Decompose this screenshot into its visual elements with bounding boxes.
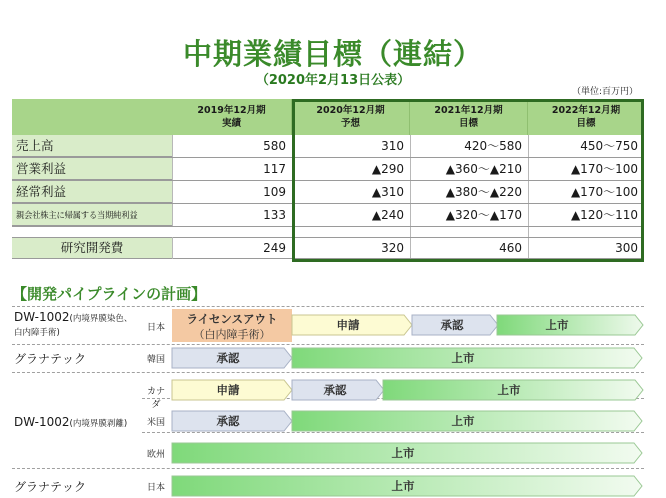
drug-note: (内境界膜剥離) [69, 419, 128, 429]
group-divider [12, 344, 644, 345]
approval-label: 承認 [216, 351, 240, 365]
table-cell: 117 [263, 162, 286, 176]
launch-label: 上市 [391, 479, 415, 493]
launch-label: 上市 [497, 383, 521, 397]
drug-name-granatec-b: グラナテック [14, 480, 87, 494]
column-header-2019 [172, 99, 292, 135]
country-label: 日本 [146, 483, 165, 493]
group-divider [12, 372, 644, 373]
drug-name-dw1002-b [14, 415, 127, 429]
country-divider [142, 432, 644, 433]
column-header-line1: 2020年12月期 [316, 105, 385, 116]
country-label: 日本 [146, 323, 165, 333]
approval-label: 承認 [440, 318, 464, 332]
approval-label: 承認 [323, 383, 347, 397]
country-label: カナダ [146, 387, 165, 410]
country-label: 欧州 [146, 450, 165, 460]
country-label: 韓国 [146, 355, 165, 365]
group-divider [12, 468, 644, 469]
launch-label: 上市 [545, 318, 569, 332]
table-cell: 300 [615, 241, 638, 255]
table-cell: 249 [263, 241, 286, 255]
filing-label: 申請 [336, 318, 360, 332]
table-cell: ▲170～100 [570, 185, 638, 199]
table-cell: 320 [381, 241, 404, 255]
table-cell: ▲290 [371, 162, 404, 176]
table-cell: 420～580 [464, 139, 522, 153]
table-cell: 109 [263, 185, 286, 199]
column-header-line1: 2022年12月期 [551, 105, 621, 116]
row-label-ordinary-income: 経常利益 [12, 181, 172, 203]
table-cell: ▲360～▲210 [445, 162, 522, 176]
group-divider [12, 306, 644, 307]
table-cell: 580 [263, 139, 286, 153]
license-out-label: ライセンスアウト [186, 312, 278, 326]
drug-name-dw1002-a [14, 311, 132, 339]
pipeline-title: 【開発パイプラインの計画】 [12, 285, 207, 303]
forecast-frame [292, 99, 644, 262]
table-cell: ▲380～▲220 [445, 185, 522, 199]
table-cell: ▲240 [371, 208, 404, 222]
drug-name: DW-1002 [14, 310, 70, 324]
launch-label: 上市 [391, 446, 415, 460]
column-header-line2: 目標 [576, 118, 596, 129]
page-title: 中期業績目標（連結） [182, 37, 483, 71]
table-cell: 450～750 [580, 139, 638, 153]
unit-note: （単位:百万円） [571, 87, 638, 97]
country-label: 米国 [146, 418, 165, 428]
drug-name-granatec-a: グラナテック [14, 352, 87, 366]
column-header-line1: 2021年12月期 [434, 105, 503, 116]
drug-note-2: 白内障手術) [14, 328, 60, 338]
column-header-line2: 目標 [458, 118, 478, 129]
launch-label: 上市 [451, 351, 475, 365]
table-cell: 310 [381, 139, 404, 153]
license-out-sublabel: （白内障手術） [193, 328, 271, 341]
page-subtitle: （2020年2月13日公表） [255, 73, 411, 88]
table-cell: ▲320～▲170 [445, 208, 522, 222]
table-cell: ▲120～110 [570, 208, 638, 222]
launch-label: 上市 [451, 414, 475, 428]
filing-label: 申請 [216, 383, 240, 397]
approval-label: 承認 [216, 414, 240, 428]
table-cell: ▲170～100 [570, 162, 638, 176]
table-cell: ▲310 [371, 185, 404, 199]
drug-note: (内境界膜染色、 [69, 314, 133, 324]
column-header-line2: 実績 [221, 118, 241, 129]
drug-name: DW-1002 [14, 415, 70, 429]
row-label-sales: 売上高 [12, 135, 172, 157]
table-cell: 460 [499, 241, 522, 255]
table-cell: 133 [263, 208, 286, 222]
column-header-line1: 2019年12月期 [197, 105, 266, 116]
column-header-line2: 予想 [340, 118, 360, 129]
row-label-operating-income: 営業利益 [12, 158, 172, 180]
row-label-net-income: 親会社株主に帰属する当期純利益 [12, 204, 172, 226]
rd-row-label: 研究開発費 [60, 240, 124, 255]
